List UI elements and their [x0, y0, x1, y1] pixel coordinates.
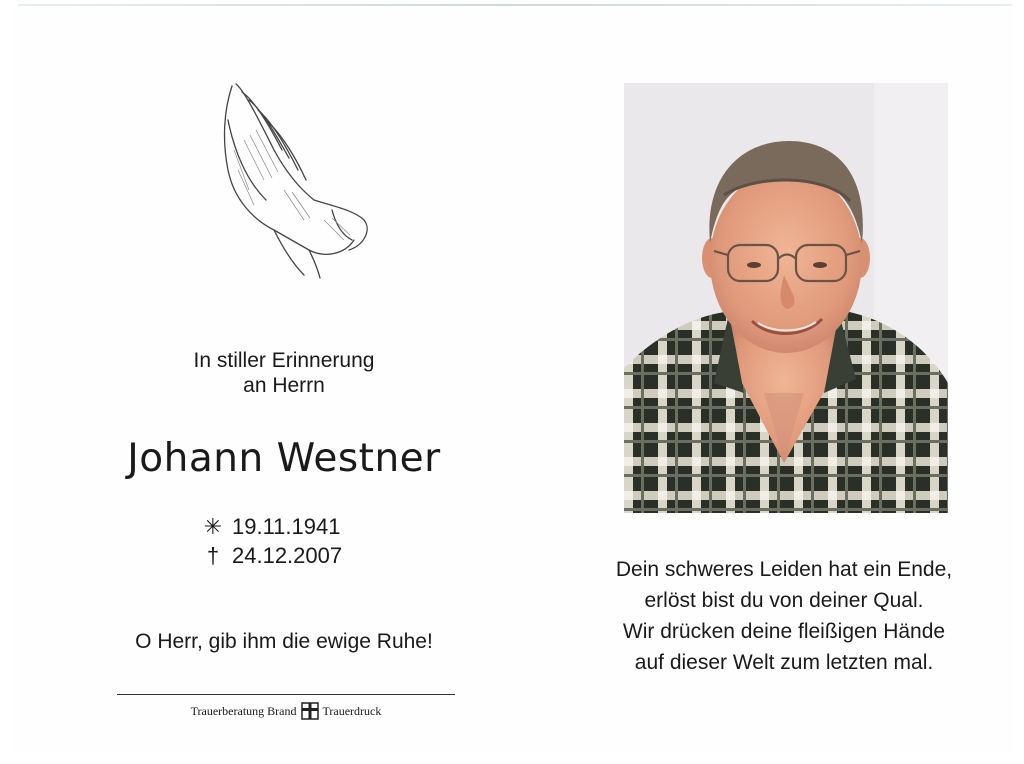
death-row — [194, 541, 342, 570]
birth-row — [194, 512, 342, 541]
scan-edge — [18, 4, 1012, 6]
funeral-home-credit — [117, 702, 455, 720]
birth-date: 19.11.1941 — [232, 514, 341, 539]
print-service-name: Trauerdruck — [322, 703, 382, 718]
life-dates — [194, 512, 342, 570]
funeral-home-name: Trauerberatung Brand — [190, 703, 297, 718]
portrait-image — [624, 83, 948, 513]
cross-logo-icon — [301, 702, 319, 720]
remembrance-line-1: In stiller Erinnerung — [193, 349, 375, 372]
memorial-card — [14, 8, 1014, 753]
prayer-text: O Herr, gib ihm die ewige Ruhe! — [135, 630, 433, 653]
poem — [574, 554, 994, 678]
poem-line-3: Wir drücken deine fleißigen Hände — [622, 620, 946, 643]
death-cross-icon: † — [206, 543, 220, 568]
praying-hands-icon — [214, 80, 374, 280]
remembrance-line-2: an Herrn — [243, 374, 325, 397]
poem-line-1: Dein schweres Leiden hat ein Ende, — [615, 558, 953, 581]
portrait-photo — [624, 83, 948, 513]
deceased-name: Johann Westner — [127, 436, 441, 481]
birth-star-icon: ✳ — [203, 514, 223, 539]
divider — [117, 694, 455, 695]
poem-line-4: auf dieser Welt zum letzten mal. — [634, 651, 934, 674]
poem-line-2: erlöst bist du von deiner Qual. — [644, 589, 924, 612]
death-date: 24.12.2007 — [232, 543, 343, 568]
remembrance-text — [74, 348, 494, 398]
